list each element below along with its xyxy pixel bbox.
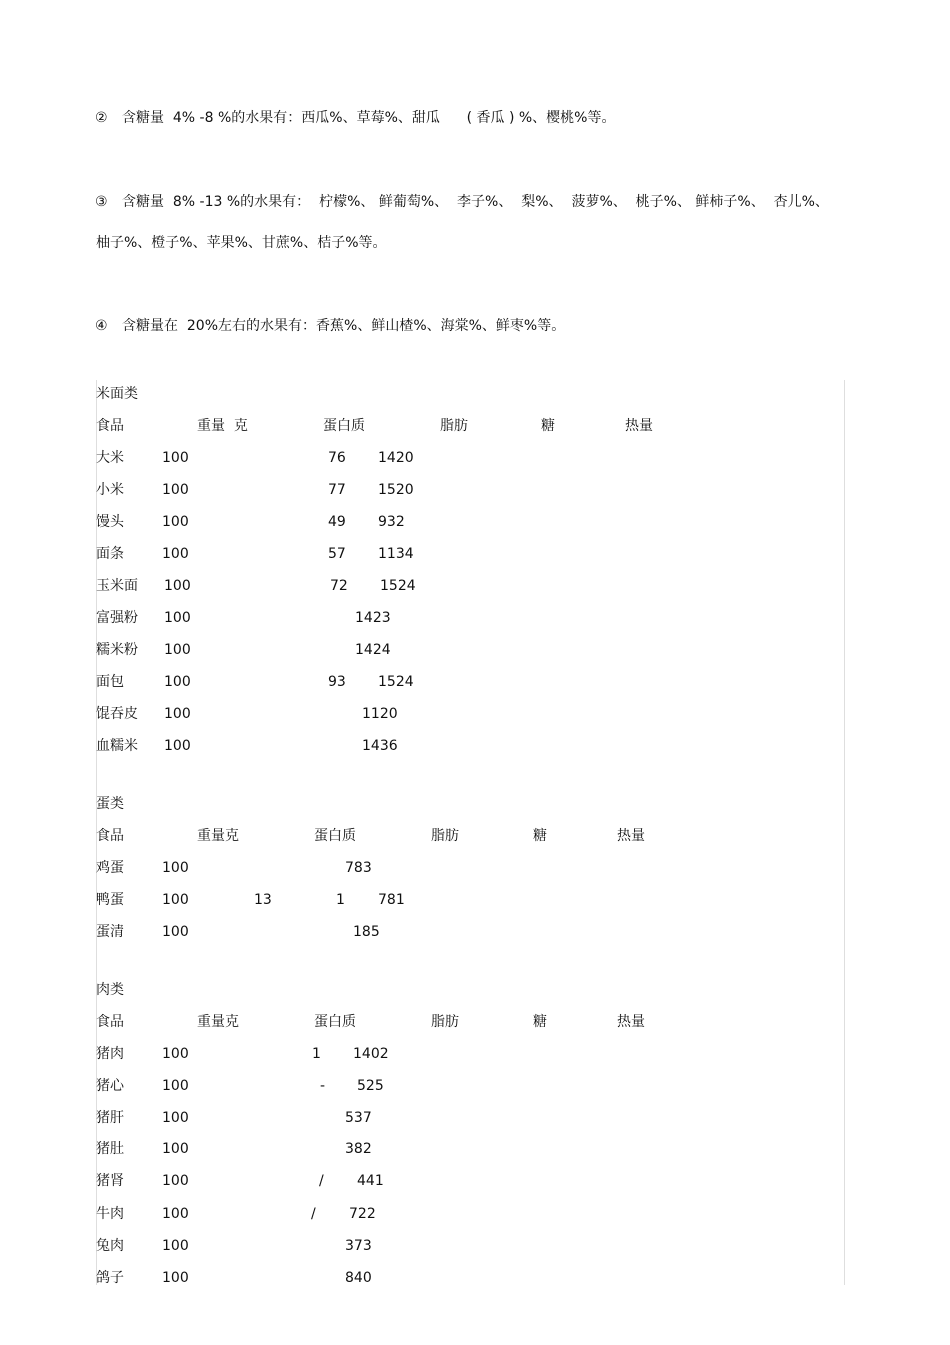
paragraph-2-text: 含糖量 4% -8 %的水果有：西瓜%、草莓%、甜瓜 ( 香瓜 ) %、樱桃%等。 — [122, 110, 616, 126]
header-sugar: 糖 — [533, 828, 547, 844]
food-value-1: 72 — [330, 578, 348, 594]
header-sugar: 糖 — [533, 1014, 547, 1030]
food-value-2: 525 — [357, 1078, 384, 1094]
food-value-2: 1524 — [378, 674, 414, 690]
header-protein: 蛋白质 — [314, 828, 356, 844]
food-value-1: 49 — [328, 514, 346, 530]
header-food: 食品 — [96, 1014, 124, 1030]
food-weight: 100 — [162, 514, 189, 530]
food-value-2: 1436 — [362, 738, 398, 754]
food-name: 面包 — [96, 674, 124, 690]
section-title-egg: 蛋类 — [96, 796, 124, 812]
food-name: 鸡蛋 — [96, 860, 124, 876]
food-value-1: 93 — [328, 674, 346, 690]
food-value-1: 13 — [254, 892, 272, 908]
header-sugar: 糖 — [541, 418, 555, 434]
food-value-1: 57 — [328, 546, 346, 562]
header-protein: 蛋白质 — [314, 1014, 356, 1030]
food-value-2: 373 — [345, 1238, 372, 1254]
food-value-2: 1 — [336, 892, 345, 908]
food-weight: 100 — [162, 1270, 189, 1286]
header-fat: 脂肪 — [440, 418, 468, 434]
food-name: 蛋清 — [96, 924, 124, 940]
paragraph-3-number: ③ — [95, 194, 108, 210]
food-name: 牛肉 — [96, 1206, 124, 1222]
food-value-2: 840 — [345, 1270, 372, 1286]
paragraph-2-number: ② — [95, 110, 108, 126]
food-value-2: 1423 — [355, 610, 391, 626]
paragraph-4-text: 含糖量在 20%左右的水果有：香蕉%、鲜山楂%、海棠%、鲜枣%等。 — [122, 318, 566, 334]
food-weight: 100 — [162, 892, 189, 908]
food-name: 猪肾 — [96, 1173, 124, 1189]
header-food: 食品 — [96, 828, 124, 844]
food-name: 猪肚 — [96, 1141, 124, 1157]
food-weight: 100 — [162, 1141, 189, 1157]
food-value-2: 1420 — [378, 450, 414, 466]
header-fat: 脂肪 — [431, 828, 459, 844]
header-weight: 重量克 — [197, 828, 239, 844]
food-weight: 100 — [162, 450, 189, 466]
food-value-3: 781 — [378, 892, 405, 908]
food-name: 鸽子 — [96, 1270, 124, 1286]
food-name: 面条 — [96, 546, 124, 562]
food-value-2: 1402 — [353, 1046, 389, 1062]
food-name: 玉米面 — [96, 578, 138, 594]
header-protein: 蛋白质 — [323, 418, 365, 434]
food-weight: 100 — [164, 706, 191, 722]
food-value-2: 1524 — [380, 578, 416, 594]
header-heat: 热量 — [625, 418, 653, 434]
header-food: 食品 — [96, 418, 124, 434]
food-weight: 100 — [162, 1078, 189, 1094]
food-name: 大米 — [96, 450, 124, 466]
food-value-2: 1120 — [362, 706, 398, 722]
food-value-3: 783 — [345, 860, 372, 876]
food-name: 猪肝 — [96, 1110, 124, 1126]
food-weight: 100 — [162, 860, 189, 876]
food-name: 兔肉 — [96, 1238, 124, 1254]
section-title-rice: 米面类 — [96, 386, 138, 402]
food-name: 猪心 — [96, 1078, 124, 1094]
food-weight: 100 — [162, 1206, 189, 1222]
food-name: 馒头 — [96, 514, 124, 530]
header-heat: 热量 — [617, 1014, 645, 1030]
food-value-2: 441 — [357, 1173, 384, 1189]
header-weight: 重量克 — [197, 1014, 239, 1030]
food-name: 小米 — [96, 482, 124, 498]
food-weight: 100 — [164, 610, 191, 626]
food-name: 馄吞皮 — [96, 706, 138, 722]
food-weight: 100 — [162, 1238, 189, 1254]
food-weight: 100 — [164, 642, 191, 658]
paragraph-4-number: ④ — [95, 318, 108, 334]
food-weight: 100 — [164, 738, 191, 754]
food-name: 血糯米 — [96, 738, 138, 754]
food-name: 鸭蛋 — [96, 892, 124, 908]
food-value-2: 1424 — [355, 642, 391, 658]
food-value-2: 1520 — [378, 482, 414, 498]
food-weight: 100 — [162, 924, 189, 940]
table-right-border — [844, 380, 845, 1285]
header-weight: 重量 克 — [197, 418, 248, 434]
paragraph-3-continuation: 柚子%、橙子%、苹果%、甘蔗%、桔子%等。 — [96, 235, 387, 251]
food-name: 糯米粉 — [96, 642, 138, 658]
food-value-1: 1 — [312, 1046, 321, 1062]
food-value-1: / — [311, 1206, 316, 1222]
food-value-2: 382 — [345, 1141, 372, 1157]
food-value-2: 722 — [349, 1206, 376, 1222]
food-weight: 100 — [162, 1046, 189, 1062]
paragraph-3-text: 含糖量 8% -13 %的水果有： 柠檬%、 鲜葡萄%、 李子%、 梨%、 菠萝%、 桃子%、 鲜柿子%、 杏儿%、 — [122, 194, 829, 210]
food-weight: 100 — [162, 546, 189, 562]
food-value-1: - — [320, 1078, 326, 1094]
food-value-1: 77 — [328, 482, 346, 498]
food-weight: 100 — [162, 482, 189, 498]
section-title-meat: 肉类 — [96, 982, 124, 998]
header-heat: 热量 — [617, 828, 645, 844]
food-value-2: 932 — [378, 514, 405, 530]
food-name: 富强粉 — [96, 610, 138, 626]
header-fat: 脂肪 — [431, 1014, 459, 1030]
food-value-1: / — [319, 1173, 324, 1189]
food-value-3: 185 — [353, 924, 380, 940]
food-weight: 100 — [162, 1173, 189, 1189]
food-weight: 100 — [164, 674, 191, 690]
food-value-2: 1134 — [378, 546, 414, 562]
food-name: 猪肉 — [96, 1046, 124, 1062]
food-value-2: 537 — [345, 1110, 372, 1126]
food-weight: 100 — [164, 578, 191, 594]
food-value-1: 76 — [328, 450, 346, 466]
food-weight: 100 — [162, 1110, 189, 1126]
